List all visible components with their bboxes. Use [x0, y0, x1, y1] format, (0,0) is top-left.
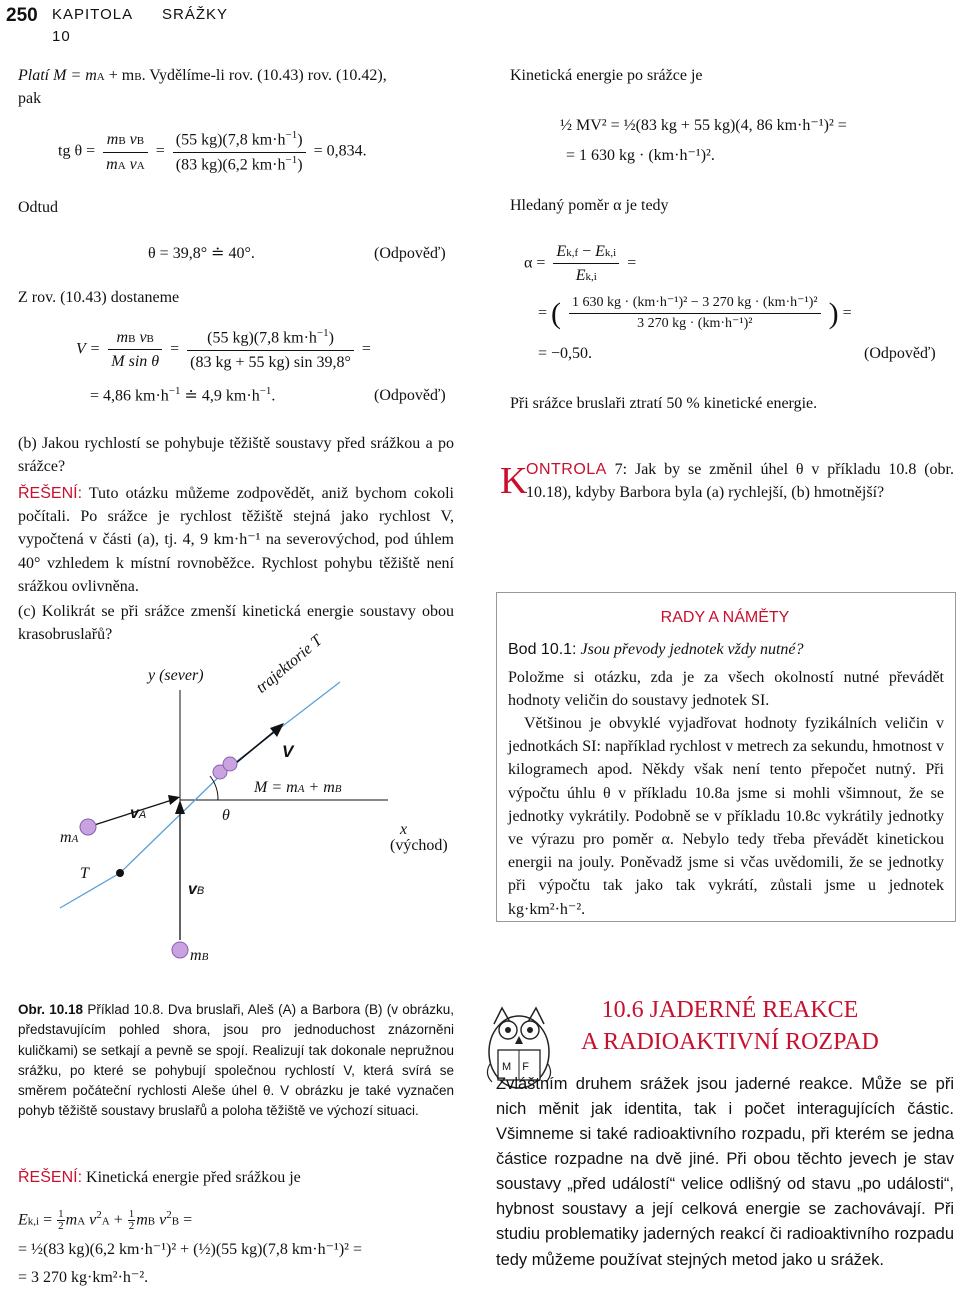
kontrola-initial: K — [500, 460, 528, 502]
conclusion: Při srážce bruslaři ztratí 50 % kinetické energie. — [510, 395, 818, 412]
owl-book-letters: M F — [502, 1061, 533, 1073]
theta-result: θ = 39,8° ≐ 40°. — [148, 245, 255, 262]
ratio-intro: Hledaný poměr α je tedy — [510, 197, 669, 214]
answer-label-2: (Odpověď) — [374, 387, 446, 404]
rady-p2: Většinou je obvyklé vyjadřovat hodnoty fyzikálních veličin v jednotkách SI: například rychlost v metrech za sekundu, hmotnost v kilogramech apod. Někdy však není tento přepočet nutný. Při výpočtu úhlu θ v příkladu 10.8a jsme si mohli všimnout, že se jednotky vykrátily. Podobně se v příkladu 10.8c vykrátily jednotky ve výrazu pro poměr α. Nebylo tedy třeba převádět kinetickou energii na jouly. Poněvadž jsme si včas uvědomili, že se jednotky při výpočtu tak jako tak vykrátí, zůstali jsme u jednotek kg·km²·h⁻². — [508, 715, 944, 918]
figure-caption: Obr. 10.18 Příklad 10.8. Dva bruslaři, Aleš (A) a Barbora (B) (v obrázku, představujícím pohled shora, jsou pro jednoduchost znázorněni kuličkami) se setkají a pevně se spojí. Realizují tak dokonale nepružnou srážku, po které se pohybují společnou rychlostí V, která svírá se směrem počáteční rychlosti Aleše úhel θ. V obrázku je také vyznačen pohyb těžiště soustavy bruslařů a poloha těžiště ve výchozí situaci. — [18, 1002, 454, 1119]
vA-arrowhead — [168, 795, 180, 805]
tan-theta-equation: tg θ = $\frac{\text{mB vB}}{\text{mA vA}}$ = $\frac{(55 kg)(7,8 km\cdot h^{-1})}{(83 kg)(6,2 km\cdot h^{-1})}$ = 0,834. — [58, 129, 367, 173]
ball-A — [80, 819, 96, 835]
chapter-title: SRÁŽKY — [162, 6, 229, 23]
question-b: (b) Jakou rychlostí se pohybuje těžiště soustavy před srážkou a po srážce? — [18, 435, 454, 476]
vB-arrowhead — [175, 800, 185, 814]
reseni-b: ŘEŠENÍ: Tuto otázku můžeme zodpovědět, aniž bychom cokoli počítali. Po srážce je rychlost těžiště stejná jako rychlost V, vypočtená v části (a), tj. 4, 9 km·h⁻¹ na severovýchod, pod úhlem 40° vzhledem k místní rovnoběžce. Rychlost pohybu těžiště není srážkou ovlivněna. — [18, 485, 454, 595]
odtud-label: Odtud — [18, 199, 58, 216]
kontrola-text: ONTROLA 7: Jak by se změnil úhel θ v příkladu 10.8 (obr. 10.18), kdyby Barbora byla (a) rychlejší, (b) hmotnější? — [526, 461, 954, 502]
x-axis-label2: (východ) — [390, 837, 448, 854]
ek-line1: Ek,i = $\frac{1}{2}$ mA $v^2A$ + $\frac{1}{2}$ mB $v^2B$ = — [18, 1208, 193, 1233]
V-label: V — [282, 742, 294, 761]
ball-M2 — [223, 757, 237, 771]
answer-label-3: (Odpověď) — [864, 345, 936, 362]
x-axis-label: x — [400, 821, 408, 838]
ke-eq2: = 1 630 kg · (km·h⁻¹)². — [566, 147, 715, 164]
v-equation: V = $\frac{\text{mB vB}}{\text{M sin θ}}$ = $\frac{(55 kg)(7,8 km\cdot h^{-1})}{(83 kg + 55 kg) \sin 39,8^\circ}$ = — [76, 327, 371, 371]
ball-B — [172, 942, 188, 958]
T-label: T — [80, 865, 89, 882]
ke-after-label: Kinetická energie po srážce je — [510, 67, 703, 84]
trajectory-label: trajektorie T — [253, 632, 326, 697]
section-title: 10.6 JADERNÉ REAKCE A RADIOAKTIVNÍ ROZPAD — [581, 997, 879, 1056]
trajectory-line-before — [60, 873, 120, 908]
alpha-eq1: α = $\frac{Ek,f - Ek,i}{Ek,i}$ = — [524, 240, 636, 287]
intro-paragraph: Platí M = mA + mB. Vydělíme-li rov. (10.43) rov. (10.42), pak — [18, 67, 387, 108]
center-of-mass-point — [116, 869, 124, 877]
section-text: Zvláštním druhem srážek jsou jaderné reakce. Může se při nich měnit jak identita, tak i počet interagujících částic. Všimneme si také radioaktivního rozpadu, při kterém se jedna částice rozpadne na dvě jiné. Při obou těchto jevech je stav soustavy „před událostí“ velice odlišný od stavu „po události“, hybnost soustavy a její celková energie se zachovávají. Při studiu problematiky jaderných reakcí či radioaktivního rozpadu tedy můžeme používat stejných metod jako u srážek. — [496, 1075, 954, 1269]
vA-label: vA — [130, 805, 147, 822]
rady-p1: Položme si otázku, zda je za všech okolností nutné převádět hodnoty veličin do soustavy jednotek SI. — [508, 669, 944, 710]
chapter-label: KAPITOLA 10 — [52, 6, 133, 45]
reseni-energy: ŘEŠENÍ: Kinetická energie před srážkou je — [18, 1169, 301, 1186]
y-axis-label: y (sever) — [148, 667, 204, 684]
mA-label: mA — [60, 829, 79, 846]
mB-label: mB — [190, 947, 209, 964]
theta-label: θ — [222, 807, 230, 824]
ek-line3: = 3 270 kg·km²·h⁻². — [18, 1269, 149, 1286]
page-number: 250 — [6, 5, 38, 26]
ek-line2: = ½(83 kg)(6,2 km·h⁻¹)² + (½)(55 kg)(7,8 km·h⁻¹)² = — [18, 1241, 362, 1258]
answer-label-1: (Odpověď) — [374, 245, 446, 262]
ke-eq1: ½ MV² = ½(83 kg + 55 kg)(4, 86 km·h⁻¹)² = — [560, 117, 847, 134]
vB-label: vB — [188, 881, 205, 898]
M-label: M = mA + mB — [254, 779, 342, 796]
alpha-result: = −0,50. — [538, 345, 593, 362]
zrov-line: Z rov. (10.43) dostaneme — [18, 289, 180, 306]
bod-heading: Bod 10.1: Jsou převody jednotek vždy nutné? — [508, 641, 804, 658]
question-c: (c) Kolikrát se při srážce zmenší kinetická energie soustavy obou krasobruslařů? — [18, 603, 454, 644]
alpha-eq2: = ( $\frac{\text{1 630 kg · (km·h⁻¹)² − 3 270 kg · (km·h⁻¹)²}}{\text{3 270 kg · (km·h⁻¹)²}}$ ) = — [538, 294, 852, 332]
rady-title: RADY A NÁMĚTY — [660, 609, 790, 626]
v-result: = 4,86 $km\cdot h^{-1}$ ≐ 4,9 $km\cdot h^{-1}$. — [90, 385, 276, 405]
collision-figure — [40, 660, 470, 970]
